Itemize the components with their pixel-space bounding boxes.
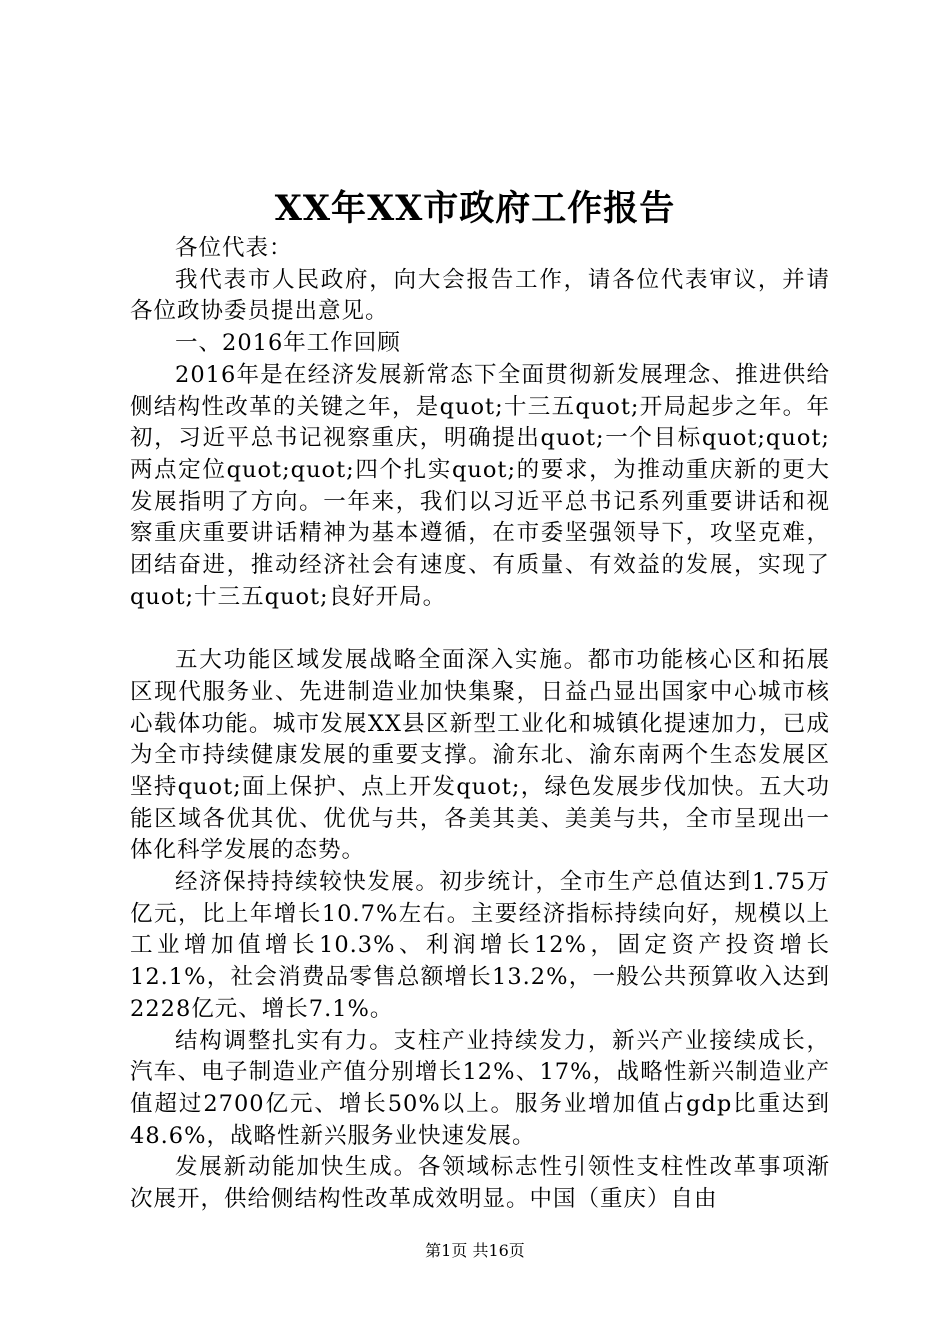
section-heading: 一、2016年工作回顾: [175, 330, 401, 357]
salutation-paragraph: 各位代表：: [175, 235, 293, 261]
body-paragraph: 五大功能区域发展战略全面深入实施。都市功能核心区和拓展区现代服务业、先进制造业加快集聚，日益凸显出国家中心城市核心载体功能。城市发展XX县区新型工业化和城镇化提速加力，已成为全市持续健康发展的重要支撑。渝东北、渝东南两个生态发展区坚持quot;面上保护、点上开发quot;，绿色发展步伐加快。五大功能区域各优其优、优优与共，各美其美、美美与共，全市呈现出一体化科学发展的态势。: [130, 647, 830, 864]
intro-paragraph: 我代表市人民政府，向大会报告工作，请各位代表审议，并请各位政协委员提出意见。: [130, 266, 830, 325]
body-paragraph: 发展新动能加快生成。各领域标志性引领性支柱性改革事项渐次展开，供给侧结构性改革成效明显。中国（重庆）自由: [130, 1154, 830, 1213]
document-body: [130, 233, 830, 1216]
body-paragraph: 结构调整扎实有力。支柱产业持续发力，新兴产业接续成长，汽车、电子制造业产值分别增长12%、17%，战略性新兴制造业产值超过2700亿元、增长50%以上。服务业增加值占gdp比重达到48.6%，战略性新兴服务业快速发展。: [130, 1027, 830, 1149]
body-paragraph: 2016年是在经济发展新常态下全面贯彻新发展理念、推进供给侧结构性改革的关键之年，是quot;十三五quot;开局起步之年。年初，习近平总书记视察重庆，明确提出quot;一个目标quot;quot;两点定位quot;quot;四个扎实quot;的要求，为推动重庆新的更大发展指明了方向。一年来，我们以习近平总书记系列重要讲话和视察重庆重要讲话精神为基本遵循，在市委坚强领导下，攻坚克难，团结奋进，推动经济社会有速度、有质量、有效益的发展，实现了quot;十三五quot;良好开局。: [130, 361, 830, 610]
document-title: XX年XX市政府工作报告: [274, 188, 676, 229]
page-footer: 第1页 共16页: [425, 1241, 525, 1260]
body-paragraph: 经济保持持续较快发展。初步统计，全市生产总值达到1.75万亿元，比上年增长10.7%左右。主要经济指标持续向好，规模以上工业增加值增长10.3%、利润增长12%，固定资产投资增长12.1%，社会消费品零售总额增长13.2%，一般公共预算收入达到2228亿元、增长7.1%。: [130, 869, 830, 1022]
